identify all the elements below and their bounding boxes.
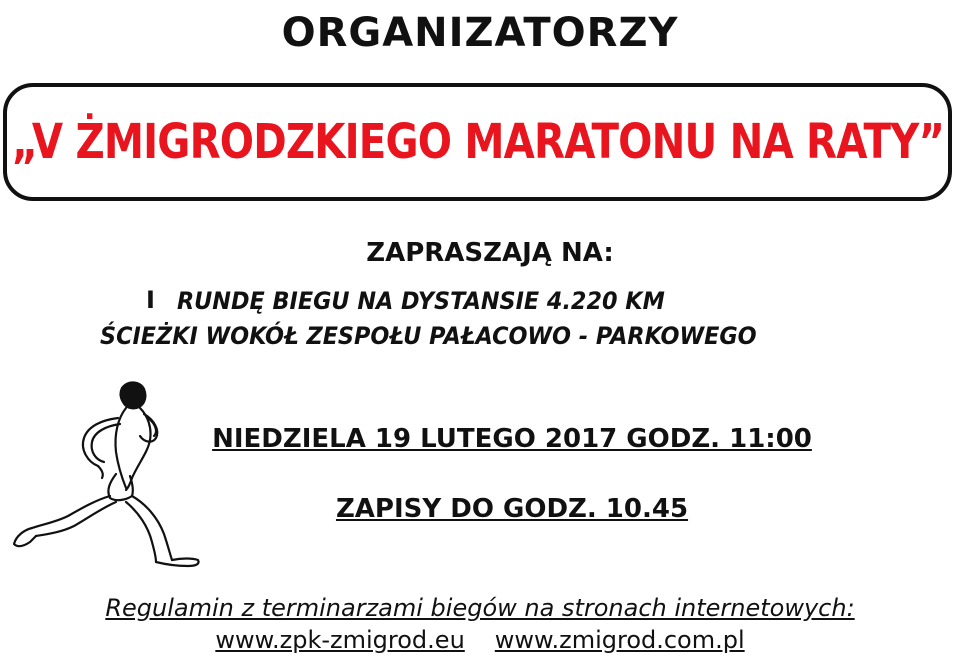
website-links bbox=[0, 626, 960, 654]
run-route-line: ŚCIEŻKI WOKÓŁ ZESPOŁU PAŁACOWO - PARKOWEGO bbox=[100, 322, 757, 350]
event-title-box bbox=[3, 83, 952, 201]
event-title: „V ŻMIGRODZKIEGO MARATONU NA RATY” bbox=[11, 114, 944, 170]
roman-numeral: I bbox=[146, 286, 155, 314]
organizers-heading: ORGANIZATORZY bbox=[281, 10, 679, 56]
zmigrod-website-link[interactable]: www.zmigrod.com.pl bbox=[494, 626, 745, 654]
runner-silhouette-icon bbox=[6, 378, 204, 576]
run-distance-line: RUNDĘ BIEGU NA DYSTANSIE 4.220 KM bbox=[177, 287, 665, 315]
regulations-note: Regulamin z terminarzami biegów na stronach internetowych: bbox=[105, 594, 855, 622]
event-date-time: NIEDZIELA 19 LUTEGO 2017 GODZ. 11:00 bbox=[212, 424, 812, 454]
invite-label: ZAPRASZAJĄ NA: bbox=[366, 238, 614, 268]
zpk-website-link[interactable]: www.zpk-zmigrod.eu bbox=[215, 626, 465, 654]
registration-deadline: ZAPISY DO GODZ. 10.45 bbox=[335, 494, 689, 524]
